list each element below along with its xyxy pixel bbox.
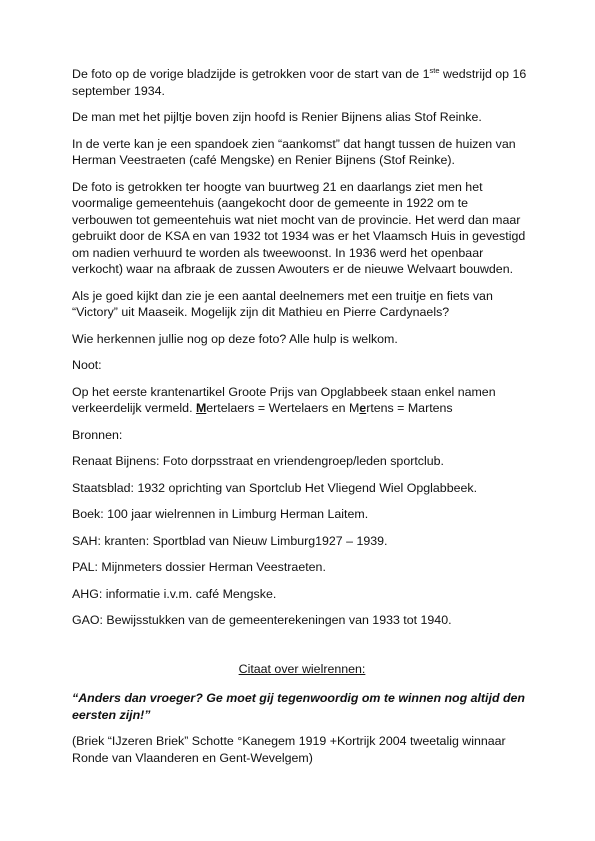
- paragraph-question: Wie herkennen jullie nog op deze foto? Alle hulp is welkom.: [72, 331, 398, 346]
- text-span: De foto op de vorige bladzijde is getrokken voor de start van de 1: [72, 67, 430, 81]
- text-span: Op het eerste krantenartikel Groote Prijs van Opglabbeek staan enkel namen verkeerdelijk vermeld.: [72, 384, 496, 415]
- paragraph-victory: Als je goed kijkt dan zie je een aantal deelnemers met een truitje en fiets van “Victory” uit Maaseik. Mogelijk zijn dit Mathieu en Pierre Cardynaels?: [72, 288, 493, 319]
- source-item: Boek: 100 jaar wielrennen in Limburg Herman Laitem.: [72, 507, 369, 521]
- text-span: rtens = Martens: [366, 401, 453, 415]
- text-span: ertelaers = Wertelaers en M: [206, 401, 360, 415]
- superscript: ste: [429, 66, 440, 75]
- paragraph-note: [72, 384, 532, 417]
- source-item: Staatsblad: 1932 oprichting van Sportclub Het Vliegend Wiel Opglabbeek.: [72, 480, 478, 495]
- paragraph-sources-label: Bronnen:: [72, 427, 123, 442]
- quote-text: “Anders dan vroeger? Ge moet gij tegenwoordig om te winnen nog altijd den eersten zijn!”: [72, 691, 525, 722]
- source-item: GAO: Bewijsstukken van de gemeenterekeningen van 1933 tot 1940.: [72, 613, 452, 627]
- source-item: Renaat Bijnens: Foto dorpsstraat en vriendengroep/leden sportclub.: [72, 454, 444, 468]
- paragraph-banner: In de verte kan je een spandoek zien “aankomst” dat hangt tussen de huizen van Herman Veestraeten (café Mengske) en Renier Bijnens (Stof Reinke).: [72, 136, 516, 167]
- quote-attribution: (Briek “IJzeren Briek” Schotte °Kanegem 1919 +Kortrijk 2004 tweetalig winnaar Ronde van Vlaanderen en Gent-Wevelgem): [72, 734, 506, 765]
- source-item: SAH: kranten: Sportblad van Nieuw Limburg1927 – 1939.: [72, 533, 388, 548]
- quote-heading: Citaat over wielrennen:: [238, 661, 366, 676]
- paragraph-arrow-man: De man met het pijltje boven zijn hoofd is Renier Bijnens alias Stof Reinke.: [72, 110, 482, 124]
- text-span: wedstrijd op 16 september 1934.: [72, 67, 527, 98]
- paragraph-start-photo: [72, 66, 532, 99]
- emphasized-letter: M: [195, 401, 207, 415]
- source-item: AHG: informatie i.v.m. café Mengske.: [72, 586, 277, 601]
- emphasized-letter: e: [359, 401, 367, 415]
- paragraph-town-hall: De foto is getrokken ter hoogte van buurtweg 21 en daarlangs ziet men het voormalige gemeentehuis (aangekocht door de gemeente in 1922 om te verbouwen tot gemeentehuis wat niet mocht van de provincie. Het werd dan maar gebruikt door de KSA en van 1932 tot 1934 was er het Vlaamsch Huis in gevestigd om nadien verhuurd te worden als tweewoonst. In 1936 werd het openbaar verkocht) waar na afbraak de zussen Awouters er de nieuwe Welvaart bouwden.: [72, 179, 526, 276]
- source-item: PAL: Mijnmeters dossier Herman Veestraeten.: [72, 560, 326, 574]
- document-page: [72, 66, 532, 776]
- paragraph-note-label: Noot:: [72, 358, 102, 372]
